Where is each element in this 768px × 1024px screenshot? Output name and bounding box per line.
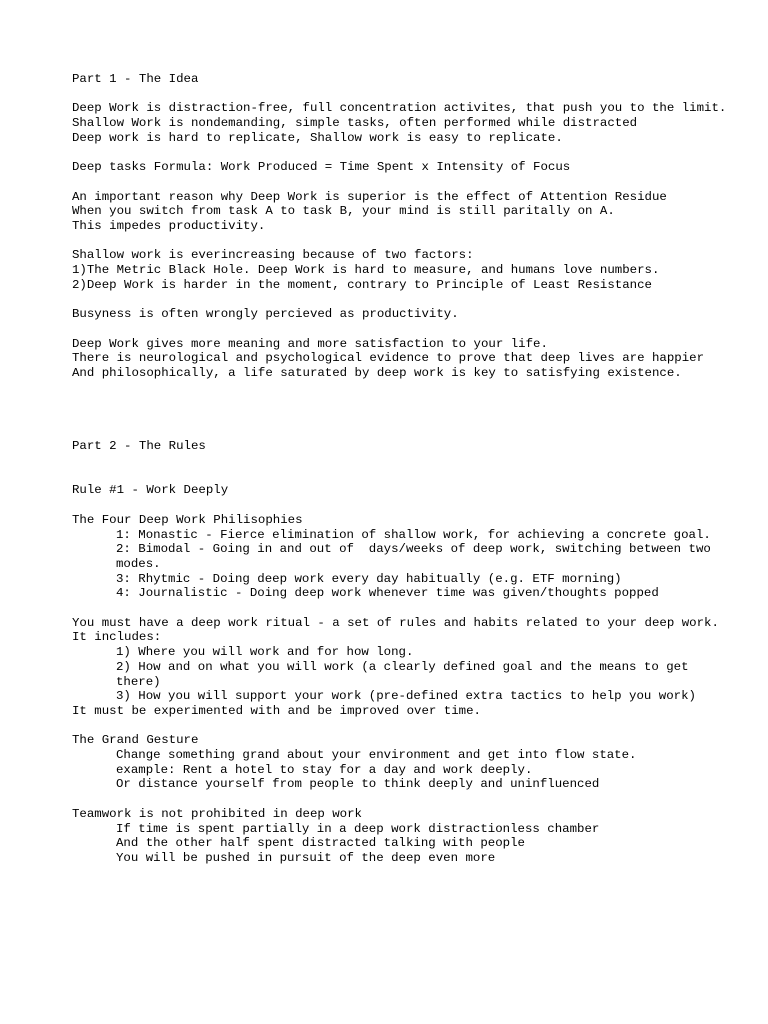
meaning-line: And philosophically, a life saturated by deep work is key to satisfying existence. (72, 365, 682, 380)
ritual-includes: It includes: (72, 630, 162, 645)
residue-line: An important reason why Deep Work is superior is the effect of Attention Residue (72, 189, 667, 204)
spacer (72, 381, 732, 425)
teamwork-item: And the other half spent distracted talking with people (116, 836, 525, 851)
spacer (72, 292, 732, 307)
formula-line: Deep tasks Formula: Work Produced = Time Spent x Intensity of Focus (72, 160, 571, 175)
philosophies-title: The Four Deep Work Philisophies (72, 512, 303, 527)
spacer (72, 498, 732, 513)
grand-gesture-item: example: Rent a hotel to stay for a day and work deeply. (116, 762, 533, 777)
grand-gesture-item: Change something grand about your environment and get into flow state. (116, 748, 637, 763)
spacer (72, 469, 732, 484)
philosophy-item: 3: Rhytmic - Doing deep work every day habitually (e.g. ETF morning) (116, 571, 622, 586)
spacer (72, 87, 732, 102)
shallow-work-definition: Shallow Work is nondemanding, simple tasks, often performed while distracted (72, 116, 638, 131)
teamwork-item: You will be pushed in pursuit of the deep even more (116, 850, 496, 865)
ritual-intro: You must have a deep work ritual - a set of rules and habits related to your deep work. (72, 615, 719, 630)
document-page (72, 72, 732, 866)
philosophy-item: 4: Journalistic - Doing deep work whenever time was given/thoughts popped (116, 586, 659, 601)
spacer (72, 175, 732, 190)
grand-gesture-title: The Grand Gesture (72, 733, 199, 748)
spacer (72, 322, 732, 337)
philosophy-item: 2: Bimodal - Going in and out of days/weeks of deep work, switching between two modes. (116, 542, 719, 571)
teamwork-title: Teamwork is not prohibited in deep work (72, 806, 362, 821)
teamwork-item: If time is spent partially in a deep work distractionless chamber (116, 821, 600, 836)
spacer (72, 792, 732, 807)
factors-line: 2)Deep Work is harder in the moment, contrary to Principle of Least Resistance (72, 277, 652, 292)
ritual-item: 3) How you will support your work (pre-defined extra tactics to help you work) (116, 689, 696, 704)
part1-heading: Part 1 - The Idea (72, 72, 199, 86)
spacer (72, 146, 732, 161)
residue-line: This impedes productivity. (72, 218, 266, 233)
meaning-line: There is neurological and psychological evidence to prove that deep lives are happier (72, 351, 705, 366)
part2-heading: Part 2 - The Rules (72, 439, 206, 454)
residue-line: When you switch from task A to task B, your mind is still paritally on A. (72, 204, 615, 219)
ritual-item: 1) Where you will work and for how long. (116, 645, 414, 660)
ritual-item: 2) How and on what you will work (a clearly defined goal and the means to get there) (116, 659, 696, 689)
factors-line: 1)The Metric Black Hole. Deep Work is hard to measure, and humans love numbers. (72, 263, 660, 278)
busyness-line: Busyness is often wrongly percieved as productivity. (72, 307, 459, 322)
meaning-line: Deep Work gives more meaning and more satisfaction to your life. (72, 336, 548, 351)
rule1-heading: Rule #1 - Work Deeply (72, 483, 229, 498)
spacer (72, 234, 732, 249)
grand-gesture-item: Or distance yourself from people to think deeply and uninfluenced (116, 777, 600, 792)
replicate-note: Deep work is hard to replicate, Shallow work is easy to replicate. (72, 130, 563, 145)
factors-line: Shallow work is everincreasing because of two factors: (72, 248, 474, 263)
deep-work-definition: Deep Work is distraction-free, full concentration activites, that push you to the limit. (72, 101, 727, 116)
spacer (72, 425, 732, 440)
spacer (72, 454, 732, 469)
spacer (72, 601, 732, 616)
ritual-closing: It must be experimented with and be improved over time. (72, 703, 481, 718)
philosophy-item: 1: Monastic - Fierce elimination of shallow work, for achieving a concrete goal. (116, 527, 711, 542)
spacer (72, 719, 732, 734)
